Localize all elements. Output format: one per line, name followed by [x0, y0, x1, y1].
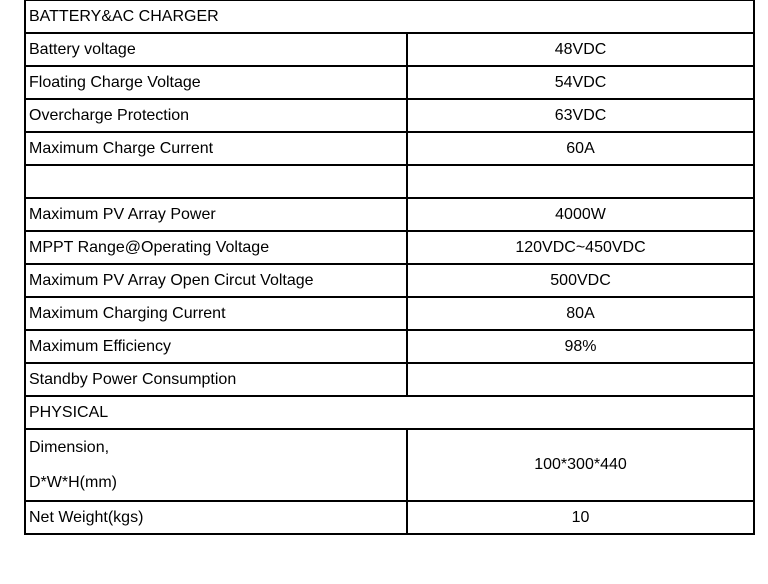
spec-label: Standby Power Consumption: [25, 363, 407, 396]
table-row: [25, 66, 754, 99]
spec-label: Battery voltage: [25, 33, 407, 66]
spec-label: Maximum Charging Current: [25, 297, 407, 330]
section-row-battery-ac-charger: [25, 1, 754, 34]
spec-value: [407, 363, 754, 396]
dimension-label: [25, 429, 407, 501]
table-row: [25, 33, 754, 66]
table-row-dimension: [25, 429, 754, 501]
net-weight-label: Net Weight(kgs): [25, 501, 407, 534]
table-row: [25, 132, 754, 165]
dimension-label-line1: Dimension,: [29, 439, 110, 456]
spec-label: Maximum Charge Current: [25, 132, 407, 165]
spec-label: MPPT Range@Operating Voltage: [25, 231, 407, 264]
spec-value: 4000W: [407, 198, 754, 231]
spec-value: 500VDC: [407, 264, 754, 297]
spec-value: 63VDC: [407, 99, 754, 132]
spec-value: 48VDC: [407, 33, 754, 66]
spec-value: 120VDC~450VDC: [407, 231, 754, 264]
dimension-label-line2: D*W*H(mm): [29, 474, 117, 491]
table-row-empty: [25, 165, 754, 198]
table-row: [25, 297, 754, 330]
spec-value: 98%: [407, 330, 754, 363]
section-title-battery-ac-charger: BATTERY&AC CHARGER: [25, 1, 754, 34]
spec-label: Maximum PV Array Open Circut Voltage: [25, 264, 407, 297]
spec-label: Maximum PV Array Power: [25, 198, 407, 231]
spec-label: Maximum Efficiency: [25, 330, 407, 363]
spec-value: 80A: [407, 297, 754, 330]
section-row-physical: [25, 396, 754, 429]
spec-label: [25, 165, 407, 198]
spec-table: [24, 0, 755, 535]
spec-label: Floating Charge Voltage: [25, 66, 407, 99]
table-row: [25, 264, 754, 297]
table-row: [25, 330, 754, 363]
table-row: [25, 99, 754, 132]
table-row: [25, 198, 754, 231]
spec-label: Overcharge Protection: [25, 99, 407, 132]
spec-value: 54VDC: [407, 66, 754, 99]
spec-value: [407, 165, 754, 198]
dimension-value: 100*300*440: [407, 429, 754, 501]
section-title-physical: PHYSICAL: [25, 396, 754, 429]
table-row: [25, 501, 754, 534]
table-row: [25, 363, 754, 396]
net-weight-value: 10: [407, 501, 754, 534]
spec-value: 60A: [407, 132, 754, 165]
table-row: [25, 231, 754, 264]
